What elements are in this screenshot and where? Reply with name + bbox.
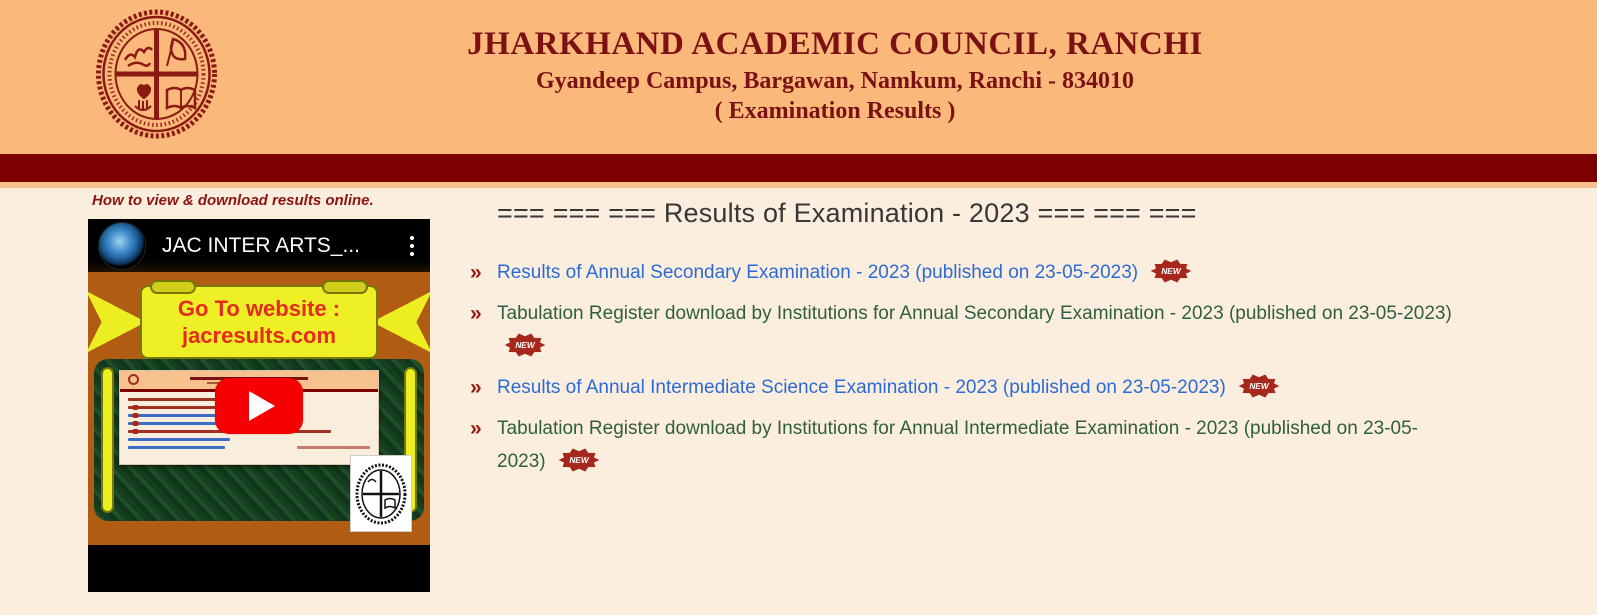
- new-badge-icon: [558, 448, 600, 472]
- ribbon-curl: [322, 280, 368, 294]
- result-link-intermediate-science-2023[interactable]: Results of Annual Intermediate Science Examination - 2023 (published on 23-05-2023): [497, 377, 1226, 398]
- svg-text:NEW: NEW: [569, 455, 589, 466]
- thumb-line: [128, 438, 230, 441]
- video-player[interactable]: [88, 219, 430, 592]
- new-badge-icon: [1238, 374, 1280, 398]
- page-subtitle: Gyandeep Campus, Bargawan, Namkum, Ranchi - 834010: [535, 68, 1135, 94]
- new-badge-icon: [504, 333, 546, 357]
- page-title: JHARKHAND ACADEMIC COUNCIL, RANCHI: [467, 26, 1203, 62]
- svg-text:NEW: NEW: [1249, 381, 1269, 392]
- results-list: [470, 256, 1462, 478]
- chevron-bullet-icon: »: [470, 261, 482, 284]
- website-ribbon: [140, 285, 378, 359]
- results-section: [470, 198, 1462, 486]
- result-text-tabulation-intermediate-2023: Tabulation Register download by Institutions for Annual Intermediate Examination - 2023 (published on 23-05-2023): [497, 418, 1419, 472]
- ribbon-text-line2: jacresults.com: [181, 323, 337, 348]
- chevron-bullet-icon: »: [470, 417, 482, 440]
- jac-logo-icon: [95, 8, 218, 140]
- new-badge-icon: [1150, 259, 1192, 283]
- chevron-bullet-icon: »: [470, 302, 482, 325]
- main-content: [0, 188, 1597, 615]
- list-item: [470, 297, 1462, 363]
- howto-caption: How to view & download results online.: [92, 192, 374, 209]
- list-item: [470, 256, 1462, 289]
- result-link-secondary-2023[interactable]: Results of Annual Secondary Examination - 2023 (published on 23-05-2023): [497, 262, 1139, 283]
- ribbon-left-wing: [88, 291, 146, 353]
- scroll-curl: [101, 367, 114, 513]
- channel-avatar-icon[interactable]: [98, 222, 146, 270]
- play-icon: [249, 391, 275, 421]
- ribbon-text-line1: Go To website :: [177, 296, 341, 321]
- ribbon-right-wing: [372, 291, 430, 353]
- svg-text:NEW: NEW: [515, 340, 535, 351]
- jac-bw-seal-icon: [355, 462, 407, 526]
- thumb-line: [128, 446, 370, 449]
- mini-logo-icon: [128, 374, 139, 385]
- kebab-menu-icon[interactable]: [404, 232, 420, 260]
- video-title[interactable]: JAC INTER ARTS_...: [162, 233, 360, 257]
- play-button[interactable]: [215, 378, 303, 434]
- video-letterbox-bar: [88, 545, 430, 592]
- results-heading: === === === Results of Examination - 2023 === === ===: [497, 198, 1197, 228]
- list-item: [470, 371, 1462, 404]
- chevron-bullet-icon: »: [470, 376, 482, 399]
- page-header: [0, 0, 1597, 154]
- svg-text:NEW: NEW: [1161, 266, 1182, 277]
- list-item: [470, 412, 1462, 478]
- result-text-tabulation-secondary-2023: Tabulation Register download by Institutions for Annual Secondary Examination - 2023 (published on 23-05-2023): [497, 303, 1452, 324]
- page-tagline: ( Examination Results ): [714, 98, 956, 124]
- ribbon-curl: [150, 280, 196, 294]
- thumbnail-seal-box: [350, 455, 412, 532]
- video-title-bar: [88, 219, 430, 272]
- header-divider-bar: [0, 154, 1597, 182]
